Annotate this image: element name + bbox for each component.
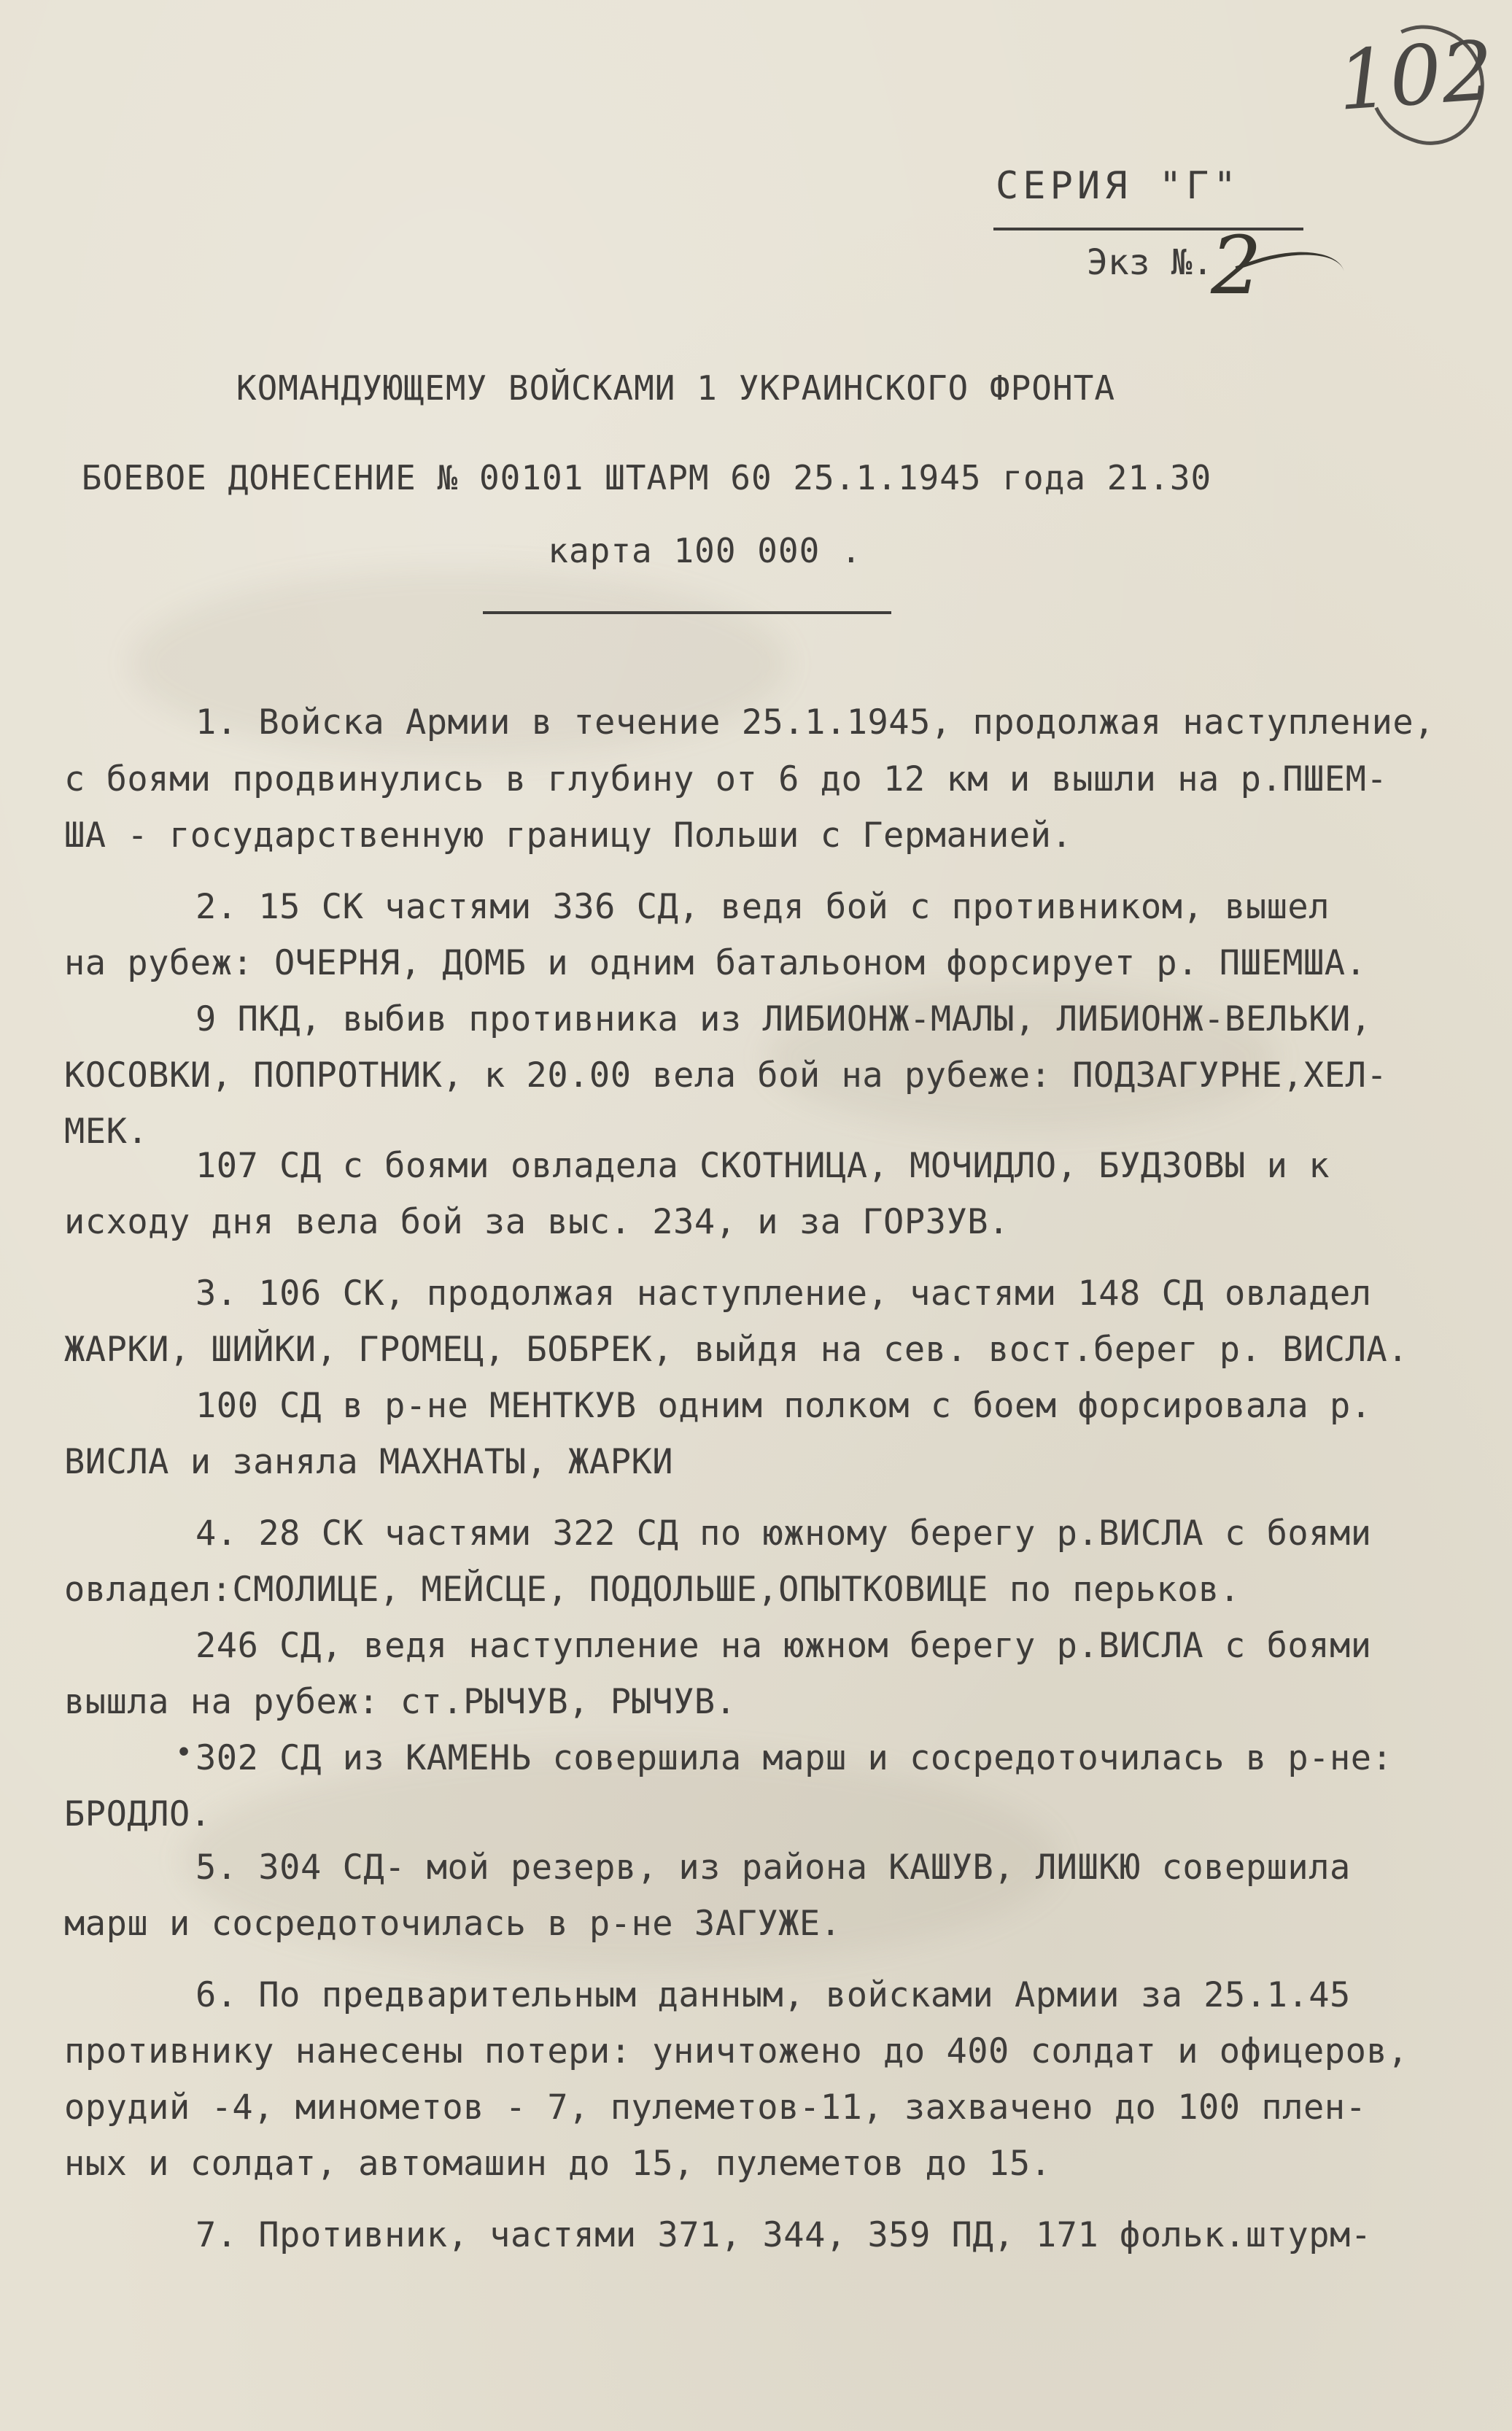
text-line: ВИСЛА и заняла МАХНАТЫ, ЖАРКИ [64, 1442, 674, 1482]
addressee: КОМАНДУЮЩЕМУ ВОЙСКАМИ 1 УКРАИНСКОГО ФРОНТА [236, 368, 1116, 408]
text-line: 302 СД из КАМЕНЬ совершила марш и сосредоточилась в р-не: [195, 1738, 1393, 1778]
text-line: марш и сосредоточилась в р-не ЗАГУЖЕ. [64, 1904, 842, 1944]
text-line: 1. Войска Армии в течение 25.1.1945, продолжая наступление, [195, 702, 1435, 743]
text-line: 7. Противник, частями 371, 344, 359 ПД, 171 фольк.штурм- [195, 2215, 1372, 2255]
text-line: ных и солдат, автомашин до 15, пулеметов до 15. [64, 2144, 1052, 2184]
report-heading: БОЕВОЕ ДОНЕСЕНИЕ № 00101 ШТАРМ 60 25.1.1945 года 21.30 [81, 458, 1212, 497]
text-line: 100 СД в р-не МЕНТКУВ одним полком с боем форсировала р. [195, 1386, 1372, 1426]
text-line: ША - государственную границу Польши с Германией. [64, 815, 1073, 856]
text-line: 9 ПКД, выбив противника из ЛИБИОНЖ-МАЛЫ, ЛИБИОНЖ-ВЕЛЬКИ, [195, 999, 1372, 1039]
text-line: 246 СД, ведя наступление на южном берегу р.ВИСЛА с боями [195, 1626, 1372, 1666]
text-line: 6. По предварительным данным, войсками Армии за 25.1.45 [195, 1975, 1351, 2015]
text-line: БРОДЛО. [64, 1794, 212, 1834]
text-line: на рубеж: ОЧЕРНЯ, ДОМБ и одним батальоном форсирует р. ПШЕМША. [64, 943, 1367, 983]
text-line: орудий -4, минометов - 7, пулеметов-11, захвачено до 100 плен- [64, 2087, 1367, 2128]
text-line: противнику нанесены потери: уничтожено до 400 солдат и офицеров, [64, 2031, 1408, 2071]
archive-page-number: 102 [1334, 23, 1497, 129]
text-line: 4. 28 СК частями 322 СД по южному берегу р.ВИСЛА с боями [195, 1513, 1372, 1554]
copy-label: Экз №. [1087, 242, 1214, 283]
text-line: 3. 106 СК, продолжая наступление, частями 148 СД овладел [195, 1273, 1372, 1314]
text-line: исходу дня вела бой за выс. 234, и за ГОРЗУВ. [64, 1202, 1009, 1242]
map-scale: карта 100 000 . [548, 531, 862, 570]
text-line: ЖАРКИ, ШИЙКИ, ГРОМЕЦ, БОБРЕК, выйдя на сев. вост.берег р. ВИСЛА. [64, 1330, 1408, 1370]
heading-separator [483, 611, 891, 614]
text-line: 107 СД с боями овладела СКОТНИЦА, МОЧИДЛО, БУДЗОВЫ и к [195, 1146, 1330, 1186]
copy-number-handwritten: 2 [1211, 219, 1262, 312]
text-line: 5. 304 СД- мой резерв, из района КАШУВ, ЛИШКЮ совершила [195, 1848, 1351, 1888]
text-line: МЕК. [64, 1112, 149, 1152]
text-line: КОСОВКИ, ПОПРОТНИК, к 20.00 вела бой на рубеже: ПОДЗАГУРНЕ,ХЕЛ- [64, 1055, 1388, 1096]
series-label: СЕРИЯ "Г" [996, 164, 1241, 208]
text-line: овладел:СМОЛИЦЕ, МЕЙСЦЕ, ПОДОЛЬШЕ,ОПЫТКОВИЦЕ по перьков. [64, 1570, 1241, 1610]
margin-dot: • [175, 1736, 193, 1769]
text-line: с боями продвинулись в глубину от 6 до 12 км и вышли на р.ПШЕМ- [64, 759, 1388, 799]
text-line: 2. 15 СК частями 336 СД, ведя бой с противником, вышел [195, 887, 1330, 927]
text-line: вышла на рубеж: ст.РЫЧУВ, РЫЧУВ. [64, 1682, 737, 1722]
